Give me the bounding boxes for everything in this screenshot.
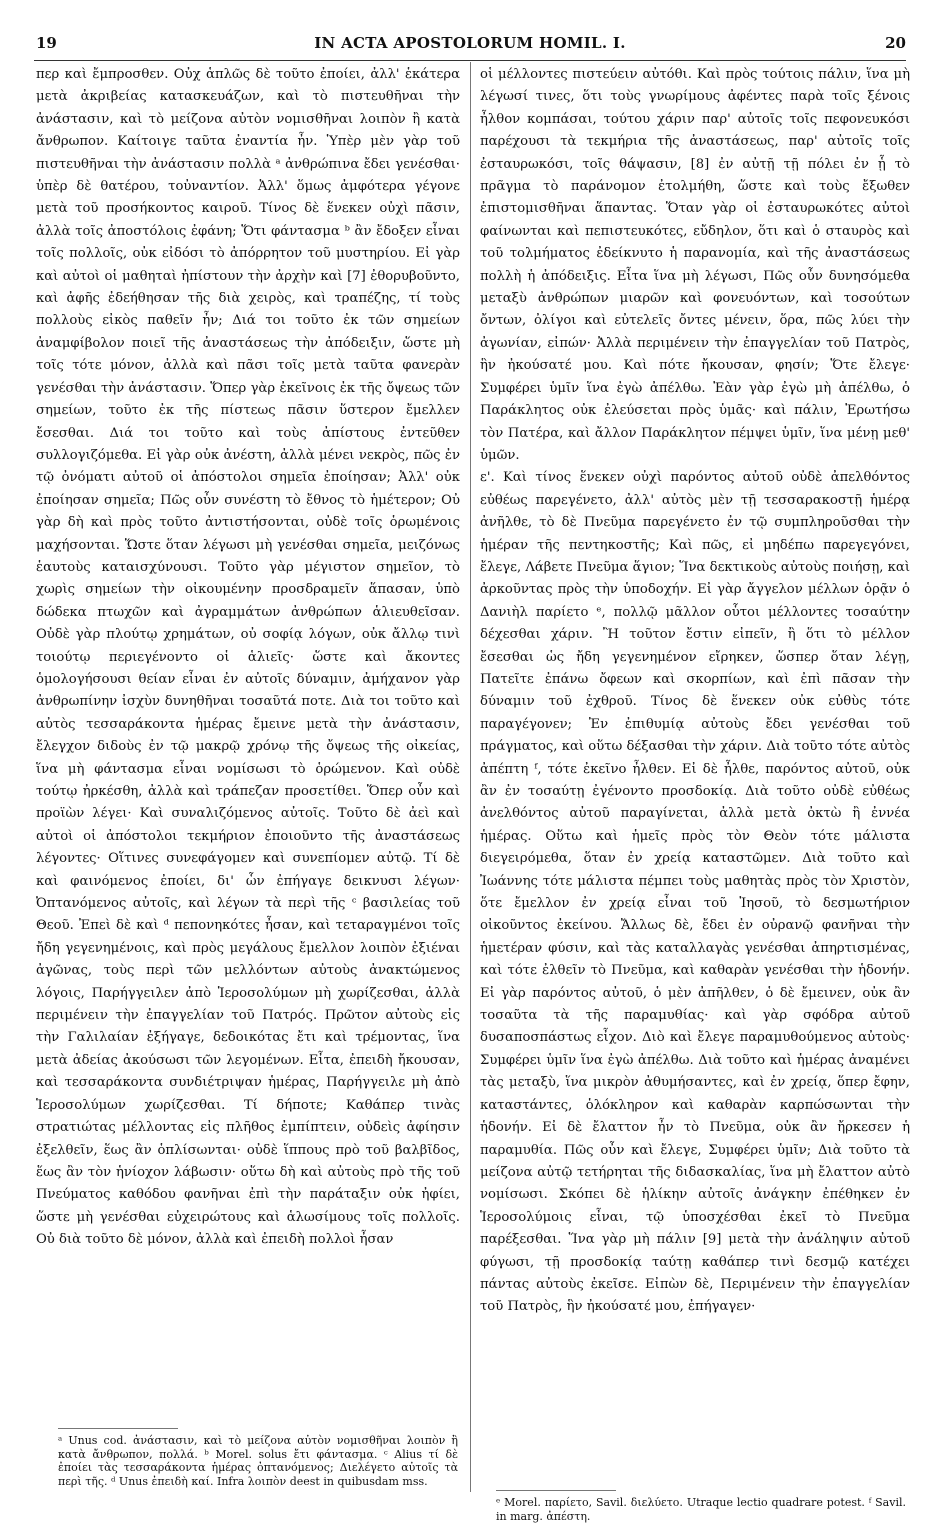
right-column-text-1: οἱ μέλλοντες πιστεύειν αὐτόθι. Καὶ πρὸς τούτοις πάλιν, ἵνα μὴ λέγωσί τινες, ὅτι τοὺς γνωρίμους ἀφέντες παρὰ τοῖς ξένοις ἦλθον κομπάσαι, τούτου χάριν παρ' αὐτοῖς τοῖς πεφονευκόσι παρέχουσι τὰ τεκμήρια τῆς ἀναστάσεως, παρ' αὐτοῖς τοῖς ἐσταυρωκόσι, τοῖς θάψασιν, [8] ἐν αὐτῇ τῇ πόλει ἐν ᾗ τὸ πρᾶγμα τὸ παράνομον ἐτολμήθη, ὥστε καὶ τοὺς ἔξωθεν ἐπιστομισθῆναι ἅπαντας. Ὅταν γὰρ οἱ ἐσταυρωκότες αὐτοὶ φαίνωνται καὶ πεπιστευκότες, εὔδηλον, ὅτι καὶ ὁ σταυρὸς καὶ τοῦ τολμήματος ἐδείκνυτο ἡ παρανομία, καὶ τῆς ἀναστάσεως πολλὴ ἡ ἀπόδειξις. Εἶτα ἵνα μὴ λέγωσι, Πῶς οὖν δυνησόμεθα μεταξὺ ἀνθρώπων μιαρῶν καὶ φονευόντων, καὶ τοσούτων ὄντων, ὀλίγοι καὶ εὐτελεῖς ὄντες μένειν, ὅρα, πῶς λύει τὴν ἀγωνίαν, εἰπών· Ἀλλὰ περιμένειν τὴν ἐπαγγελίαν τοῦ Πατρὸς, ἣν ἠκούσατέ μου. Καὶ πότε ἤκουσαν, φησίν; Ὅτε ἔλεγε· Συμφέρει ὑμῖν ἵνα ἐγὼ ἀπέλθω. Ἐὰν γὰρ ἐγὼ μὴ ἀπέλθω, ὁ Παράκλητος οὐκ ἐλεύσεται πρὸς ὑμᾶς· καὶ πάλιν, Ἐρωτήσω τὸν Πατέρα, καὶ ἄλλον Παράκλητον πέμψει ὑμῖν, ἵνα μένῃ μεθ' ὑμῶν.: [480, 67, 910, 463]
column-divider: [470, 62, 471, 1492]
footnotes-right: ᵉ Morel. παρίετο, Savil. διελύετο. Utraque lectio quadrare potest. ᶠ Savil. in marg. ἀπέστη.: [496, 1496, 906, 1523]
footnote-rule-left: [58, 1428, 178, 1429]
left-column: [36, 64, 460, 1252]
left-column-text: περ καὶ ἔμπροσθεν. Οὐχ ἁπλῶς δὲ τοῦτο ἐποίει, ἀλλ' ἑκάτερα μετὰ ἀκριβείας κατασκευάζων, καὶ τὸ πιστευθῆναι τὴν ἀνάστασιν, καὶ τὸ μείζονα αὐτὸν νομισθῆναι λοιπὸν ἢ κατὰ ἄνθρωπον. Καίτοιγε ταῦτα ἐναντία ἦν. Ὑπὲρ μὲν γὰρ τοῦ πιστευθῆναι τὴν ἀνάστασιν πολλὰ ᵃ ἀνθρώπινα ἔδει γενέσθαι· ὑπὲρ δὲ θατέρου, τοὐναντίον. Ἀλλ' ὅμως ἀμφότερα γέγονε μετὰ τοῦ προσήκοντος καιροῦ. Τίνος δὲ ἕνεκεν οὐχὶ πᾶσιν, ἀλλὰ τοῖς ἀποστόλοις ἐφάνη; Ὅτι φάντασμα ᵇ ἂν ἔδοξεν εἶναι τοῖς πολλοῖς, οὐκ εἰδόσι τὸ ἀπόρρητον τοῦ μυστηρίου. Εἰ γὰρ καὶ αὐτοὶ οἱ μαθηταὶ ἠπίστουν τὴν ἀρχὴν καὶ [7] ἐθορυβοῦντο, καὶ ἀφῆς ἐδεήθησαν τῆς διὰ χειρὸς, καὶ τραπέζης, τί τοὺς πολλοὺς εἰκὸς παθεῖν ἦν; Διά τοι τοῦτο ἐκ τῶν σημείων ἀναμφίβολον ποιεῖ τῆς ἀναστάσεως τὴν ἀπόδειξιν, ὥστε μὴ τοῖς τότε μόνον, ἀλλὰ καὶ πᾶσι τοῖς μετὰ ταῦτα φανερὰν γενέσθαι τὴν ἀνάστασιν. Ὅπερ γὰρ ἐκεῖνοις ἐκ τῆς ὄψεως τῶν σημείων, τοῦτο ἐκ τῆς πίστεως πᾶσιν ὕστερον ἔμελλεν ἔσεσθαι. Διά τοι τοῦτο καὶ τοὺς ἀπίστους ἐντεῦθεν συλλογιζόμεθα. Εἰ γὰρ οὐκ ἀνέστη, ἀλλὰ μένει νεκρὸς, πῶς ἐν τῷ ὀνόματι αὐτοῦ οἱ ἀπόστολοι σημεῖα ἐποίησαν; Ἀλλ' οὐκ ἐποίησαν σημεῖα; Πῶς οὖν συνέστη τὸ ἔθνος τὸ ἡμέτερον; Οὐ γὰρ δὴ καὶ πρὸς τοῦτο ἀντιστήσονται, οὐδὲ τοῖς ὁρωμένοις μαχήσονται. Ὥστε ὅταν λέγωσι μὴ γενέσθαι σημεῖα, μειζόνως ἑαυτοὺς καταισχύνουσι. Τοῦτο γὰρ μέγιστον σημεῖον, τὸ χωρὶς σημείων τὴν οἰκουμένην προσδραμεῖν ἅπασαν, ὑπὸ δώδεκα πτωχῶν καὶ ἀγραμμάτων ἀνθρώπων ἁλιευθεῖσαν. Οὐδὲ γὰρ πλούτῳ χρημάτων, οὐ σοφίᾳ λόγων, οὐκ ἄλλῳ τινὶ τοιούτῳ περιεγένοντο οἱ ἁλιεῖς· ὥστε καὶ ἄκοντες ὁμολογήσουσι θείαν εἶναι ἐν αὐτοῖς δύναμιν, ἀμήχανον γὰρ ἀνθρωπίνην ἰσχὺν δυνηθῆναι τοσαῦτά ποτε. Διὰ τοι τοῦτο καὶ αὐτὸς τεσσαράκοντα ἡμέρας ἔμεινε μετὰ τὴν ἀνάστασιν, ἔλεγχον διδοὺς ἐν τῷ μακρῷ χρόνῳ τῆς ὄψεως τῆς οἰκείας, ἵνα μὴ φάντασμα εἶναι νομίσωσι τὸ ὁρώμενον. Καὶ οὐδὲ τούτῳ ἠρκέσθη, ἀλλὰ καὶ τράπεζαν προσετίθει. Ὅπερ οὖν καὶ προϊὼν λέγει· Καὶ συναλιζόμενος αὐτοῖς. Τοῦτο δὲ ἀεὶ καὶ αὐτοὶ οἱ ἀπόστολοι τεκμήριον ἐποιοῦντο τῆς ἀναστάσεως λέγοντες· Οἵτινες συνεφάγομεν καὶ συνεπίομεν αὐτῷ. Τί δὲ καὶ φαινόμενος ἐποίει, δι' ὧν ἐπήγαγε δεικνυσι λέγων· Ὀπτανόμενος αὐτοῖς, καὶ λέγων τὰ περὶ τῆς ᶜ βασιλείας τοῦ Θεοῦ. Ἐπεὶ δὲ καὶ ᵈ πεπονηκότες ἦσαν, καὶ τεταραγμένοι τοῖς ἤδη γεγενημένοις, καὶ πρὸς μεγάλους ἔμελλον λοιπὸν ἐξιέναι ἀγῶνας, τοὺς περὶ τῶν μελλόντων αὐτοὺς ἀνακτώμενος λόγοις, Παρήγγειλεν ἀπὸ Ἱεροσολύμων μὴ χωρίζεσθαι, ἀλλὰ περιμένειν τὴν ἐπαγγελίαν τοῦ Πατρός. Πρῶτον αὐτοὺς εἰς τὴν Γαλιλαίαν ἐξήγαγε, δεδοικότας ἔτι καὶ τρέμοντας, ἵνα μετὰ ἀδείας ἀκούσωσι τῶν λεγομένων. Εἶτα, ἐπειδὴ ἤκουσαν, καὶ τεσσαράκοντα συνδιέτριψαν ἡμέρας, Παρήγγειλε μὴ ἀπὸ Ἱεροσολύμων χωρίζεσθαι. Τί δήποτε; Καθάπερ τινὰς στρατιώτας μέλλοντας εἰς πλῆθος ἐμπίπτειν, οὐδεὶς ἀφίησιν ἐξελθεῖν, ἕως ἂν ὁπλίσωνται· οὐδὲ ἵππους πρὸ τοῦ βαλβῖδος, ἕως ἂν τὸν ἡνίοχον λάβωσιν· οὕτω δὴ καὶ αὐτοὺς πρὸ τῆς τοῦ Πνεύματος καθόδου φανῆναι ἐπὶ τὴν παράταξιν οὐκ ἠφίει, ὥστε μὴ γενέσθαι εὐχειρώτους καὶ ἁλωσίμους τοῖς πολλοῖς. Οὐ διὰ τοῦτο δὲ μόνον, ἀλλὰ καὶ ἐπειδὴ πολλοὶ ἦσαν: [36, 67, 460, 1248]
footnote-rule-right: [496, 1490, 616, 1491]
right-column: [480, 64, 910, 1319]
page-number-left: 19: [36, 34, 57, 52]
running-header: [30, 34, 910, 58]
footnotes-left: ᵃ Unus cod. ἀνάστασιν, καὶ τὸ μείζονα αὐτὸν νομισθῆναι λοιπὸν ἢ κατὰ ἄνθρωπον, πολλά. ᵇ Morel. solus ἔτι φάντασμα. ᶜ Alius τί δὲ ἐποίει τὰς τεσσαράκοντα ἡμέρας ὀπτανόμενος; Διελέγετο αὐτοῖς τὰ περὶ τῆς. ᵈ Unus ἐπειδὴ καί. Infra λοιπὸν deest in quibusdam mss.: [58, 1434, 458, 1488]
running-title: IN ACTA APOSTOLORUM HOMIL. I.: [314, 34, 626, 52]
page-number-right: 20: [885, 34, 906, 52]
header-rule: [34, 60, 906, 61]
right-column-text-2: ε'. Καὶ τίνος ἕνεκεν οὐχὶ παρόντος αὐτοῦ οὐδὲ ἀπελθόντος εὐθέως παρεγένετο, ἀλλ' αὐτὸς μὲν τῇ τεσσαρακοστῇ ἡμέρᾳ ἀνῆλθε, τὸ δὲ Πνεῦμα παρεγένετο ἐν τῷ συμπληροῦσθαι τὴν ἡμέραν τῆς πεντηκοστῆς; Καὶ πῶς, εἰ μηδέπω παρεγεγόνει, ἔλεγε, Λάβετε Πνεῦμα ἅγιον; Ἵνα δεκτικοὺς αὐτοὺς ποιήσῃ, καὶ ἀρκοῦντας πρὸς τὴν ὑποδοχήν. Εἰ γὰρ ἄγγελον μέλλων ὁρᾷν ὁ Δανιὴλ παρίετο ᵉ, πολλῷ μᾶλλον οὗτοι μέλλοντες τοσαύτην δέχεσθαι χάριν. Ἢ τοῦτον ἔστιν εἰπεῖν, ἢ ὅτι τὸ μέλλον ἔσεσθαι ὡς ἤδη γεγενημένον εἴρηκεν, ὥσπερ ὅταν λέγῃ, Πατεῖτε ἐπάνω ὄφεων καὶ σκορπίων, καὶ ἐπὶ πᾶσαν τὴν δύναμιν τοῦ ἐχθροῦ. Τίνος δὲ ἕνεκεν οὐκ εὐθὺς τότε παραγέγονεν; Ἐν ἐπιθυμίᾳ αὐτοὺς ἔδει γενέσθαι τοῦ πράγματος, καὶ οὕτω δέξασθαι τὴν χάριν. Διὰ τοῦτο τότε αὐτὸς ἀπέπτη ᶠ, τότε ἐκεῖνο ἦλθεν. Εἰ δὲ ἦλθε, παρόντος αὐτοῦ, οὐκ ἂν ἐν τοσαύτῃ ἐγένοντο προσδοκίᾳ. Διὰ τοῦτο οὐδὲ εὐθέως ἀνελθόντος αὐτοῦ παραγίνεται, ἀλλὰ μετὰ ὀκτὼ ἢ ἐννέα ἡμέρας. Οὕτω καὶ ἡμεῖς πρὸς τὸν Θεὸν τότε μάλιστα διεγειρόμεθα, ὅταν ἐν χρείᾳ καταστῶμεν. Διὰ τοῦτο καὶ Ἰωάννης τότε μάλιστα πέμπει τοὺς μαθητὰς πρὸς τὸν Χριστὸν, ὅτε ἔμελλον ἐν χρείᾳ εἶναι τοῦ Ἰησοῦ, τὸ δεσμωτήριον οἰκοῦντος ἐκείνου. Ἄλλως δὲ, ἔδει ἐν οὐρανῷ φανῆναι τὴν ἡμετέραν φύσιν, καὶ τὰς καταλλαγὰς γενέσθαι ἀπηρτισμένας, καὶ τότε ἐλθεῖν τὸ Πνεῦμα, καὶ καθαρὰν γενέσθαι τὴν ἡδονήν. Εἰ γὰρ παρόντος αὐτοῦ, ὁ μὲν ἀπῆλθεν, ὁ δὲ ἔμεινεν, οὐκ ἂν τοσαῦτα τὰ τῆς παραμυθίας· καὶ γὰρ σφόδρα αὐτοῦ δυσαποσπάστως εἶχον. Διὸ καὶ ἔλεγε παραμυθούμενος αὐτοὺς· Συμφέρει ὑμῖν ἵνα ἐγὼ ἀπέλθω. Διὰ τοῦτο καὶ ἡμέρας ἀναμένει τὰς μεταξὺ, ἵνα μικρὸν ἀθυμήσαντες, καὶ ἐν χρείᾳ, ὅπερ ἔφην, καταστάντες, ὁλόκληρον καὶ καθαρὰν καρπώσωνται τὴν ἡδονήν. Εἰ δὲ ἔλαττον ἦν τὸ Πνεῦμα, οὐκ ἂν ἤρκεσεν ἡ παραμυθία. Πῶς οὖν καὶ ἔλεγε, Συμφέρει ὑμῖν; Διὰ τοῦτο τὰ μείζονα αὐτῷ τετήρηται τῆς διδασκαλίας, ἵνα μὴ ἔλαττον αὐτὸ νομίσωσι. Σκόπει δὲ ἡλίκην αὐτοῖς ἀνάγκην ἐπέθηκεν ἐν Ἱεροσολύμοις εἶναι, τῷ ὑποσχέσθαι ἐκεῖ τὸ Πνεῦμα παρέξεσθαι. Ἵνα γὰρ μὴ πάλιν [9] μετὰ τὴν ἀνάληψιν αὐτοῦ φύγωσι, τῇ προσδοκίᾳ ταύτῃ καθάπερ τινὶ δεσμῷ κατέχει πάντας αὐτοὺς ἐκεῖσε. Εἰπὼν δὲ, Περιμένειν τὴν ἐπαγγελίαν τοῦ Πατρὸς, ἣν ἠκούσατέ μου, ἐπήγαγεν·: [480, 470, 910, 1315]
